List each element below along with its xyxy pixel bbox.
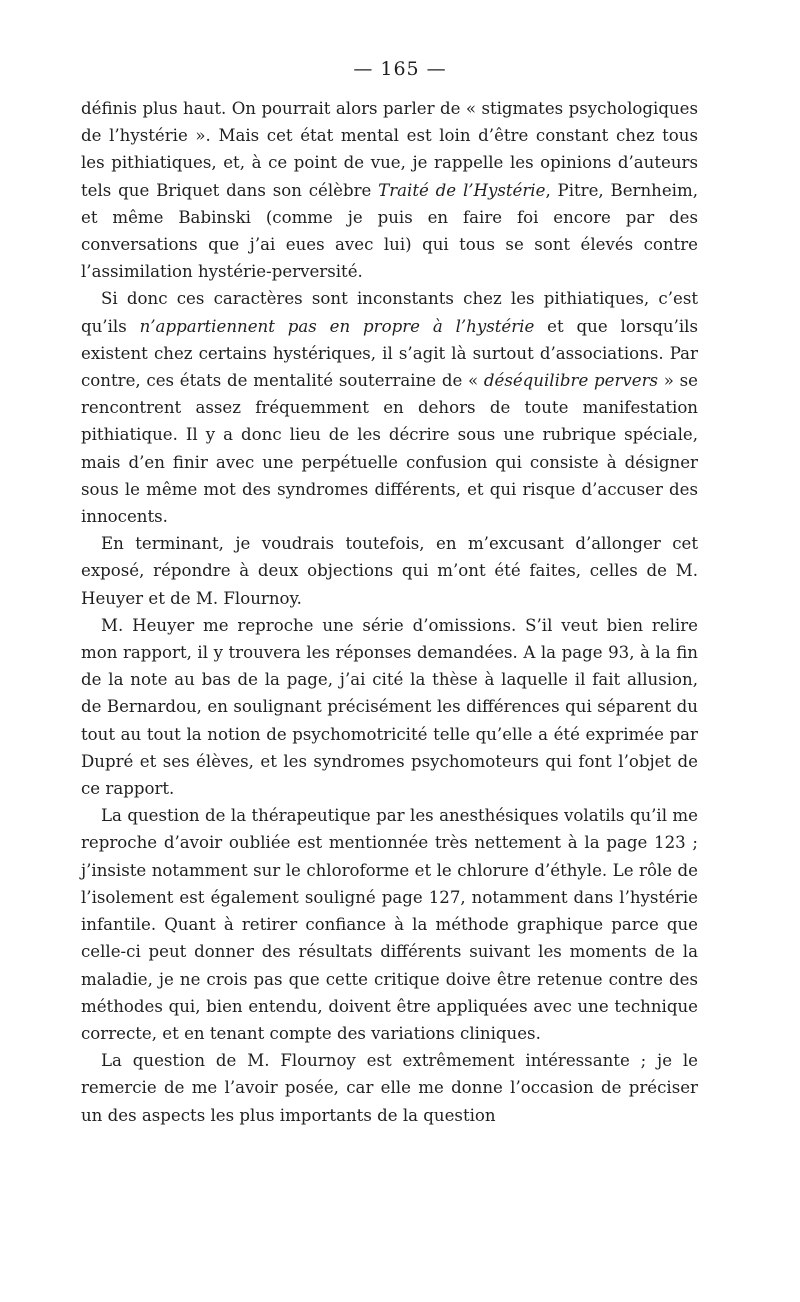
paragraph-4	[81, 612, 698, 802]
text-segment: » se rencontrent assez fréquemment en dehors de toute manifestation pithiatique. Il y a donc lieu de les décrire sous une rubrique spéciale, mais d’en finir avec une perpétuelle confusion qui consiste à désigner sous le même mot des syndromes différents, et qui risque d’accuser des innocents.	[81, 371, 698, 527]
page-number: — 165 —	[353, 58, 447, 80]
text-segment: définis plus haut. On pourrait alors parler de « stigmates psychologiques de l’hystérie ». Mais cet état mental est loin d’être constant chez tous les pithiatiques, et, à ce point de vue, je rappelle les opinions d’auteurs tels que Briquet dans son célèbre	[81, 99, 698, 200]
italic-emphasis: déséquilibre pervers	[483, 371, 659, 391]
text-segment: La question de M. Flournoy est extrêmement intéressante ; je le remercie de me l’avoir posée, car elle me donne l’occasion de préciser un des aspects les plus importants de la question	[81, 1051, 698, 1125]
paragraph-2	[81, 285, 698, 530]
text-segment: M. Heuyer me reproche une série d’omissions. S’il veut bien relire mon rapport, il y trouvera les réponses demandées. A la page 93, à la fin de la note au bas de la page, j’ai cité la thèse à laquelle il fait allusion, de Bernardou, en soulignant précisément les différences qui séparent du tout au tout la notion de psychomotricité telle qu’elle a été exprimée par Dupré et ses élèves, et les syndromes psychomoteurs qui font l’objet de ce rapport.	[81, 615, 698, 799]
text-segment: et que lorsqu’ils existent chez certains hystériques, il s’agit là surtout d’associations. Par contre, ces états de mentalité souterraine de «	[81, 316, 698, 391]
paragraph-6	[81, 1047, 698, 1129]
body-text	[81, 95, 698, 1129]
paragraph-5	[81, 802, 698, 1047]
text-segment: , Pitre, Bernheim, et même Babinski (comme je puis en faire foi encore par des conversations que j’ai eues avec lui) qui tous se sont élevés contre l’assimilation hystérie-perversité.	[81, 180, 698, 282]
paragraph-1	[81, 95, 698, 285]
italic-title: Traité de l’Hystérie	[378, 180, 546, 200]
italic-emphasis: n’appartiennent pas en propre à l’hystérie	[139, 316, 535, 336]
text-segment: Si donc ces caractères sont inconstants chez les pithiatiques, c’est qu’ils	[81, 289, 698, 336]
paragraph-3	[81, 530, 698, 612]
text-segment: La question de la thérapeutique par les anesthésiques volatils qu’il me reproche d’avoir oubliée est mentionnée très nettement à la page 123 ; j’insiste notamment sur le chloroforme et le chlorure d’éthyle. Le rôle de l’isolement est également souligné page 127, notamment dans l’hystérie infantile. Quant à retirer confiance à la méthode graphique parce que celle-ci peut donner des résultats différents suivant les moments de la maladie, je ne crois pas que cette critique doive être retenue contre des méthodes qui, bien entendu, doivent être appliquées avec une technique correcte, et en tenant compte des variations cliniques.	[81, 806, 698, 1043]
text-segment: En terminant, je voudrais toutefois, en m’excusant d’allonger cet exposé, répondre à deux objections qui m’ont été faites, celles de M. Heuyer et de M. Flournoy.	[81, 534, 698, 608]
